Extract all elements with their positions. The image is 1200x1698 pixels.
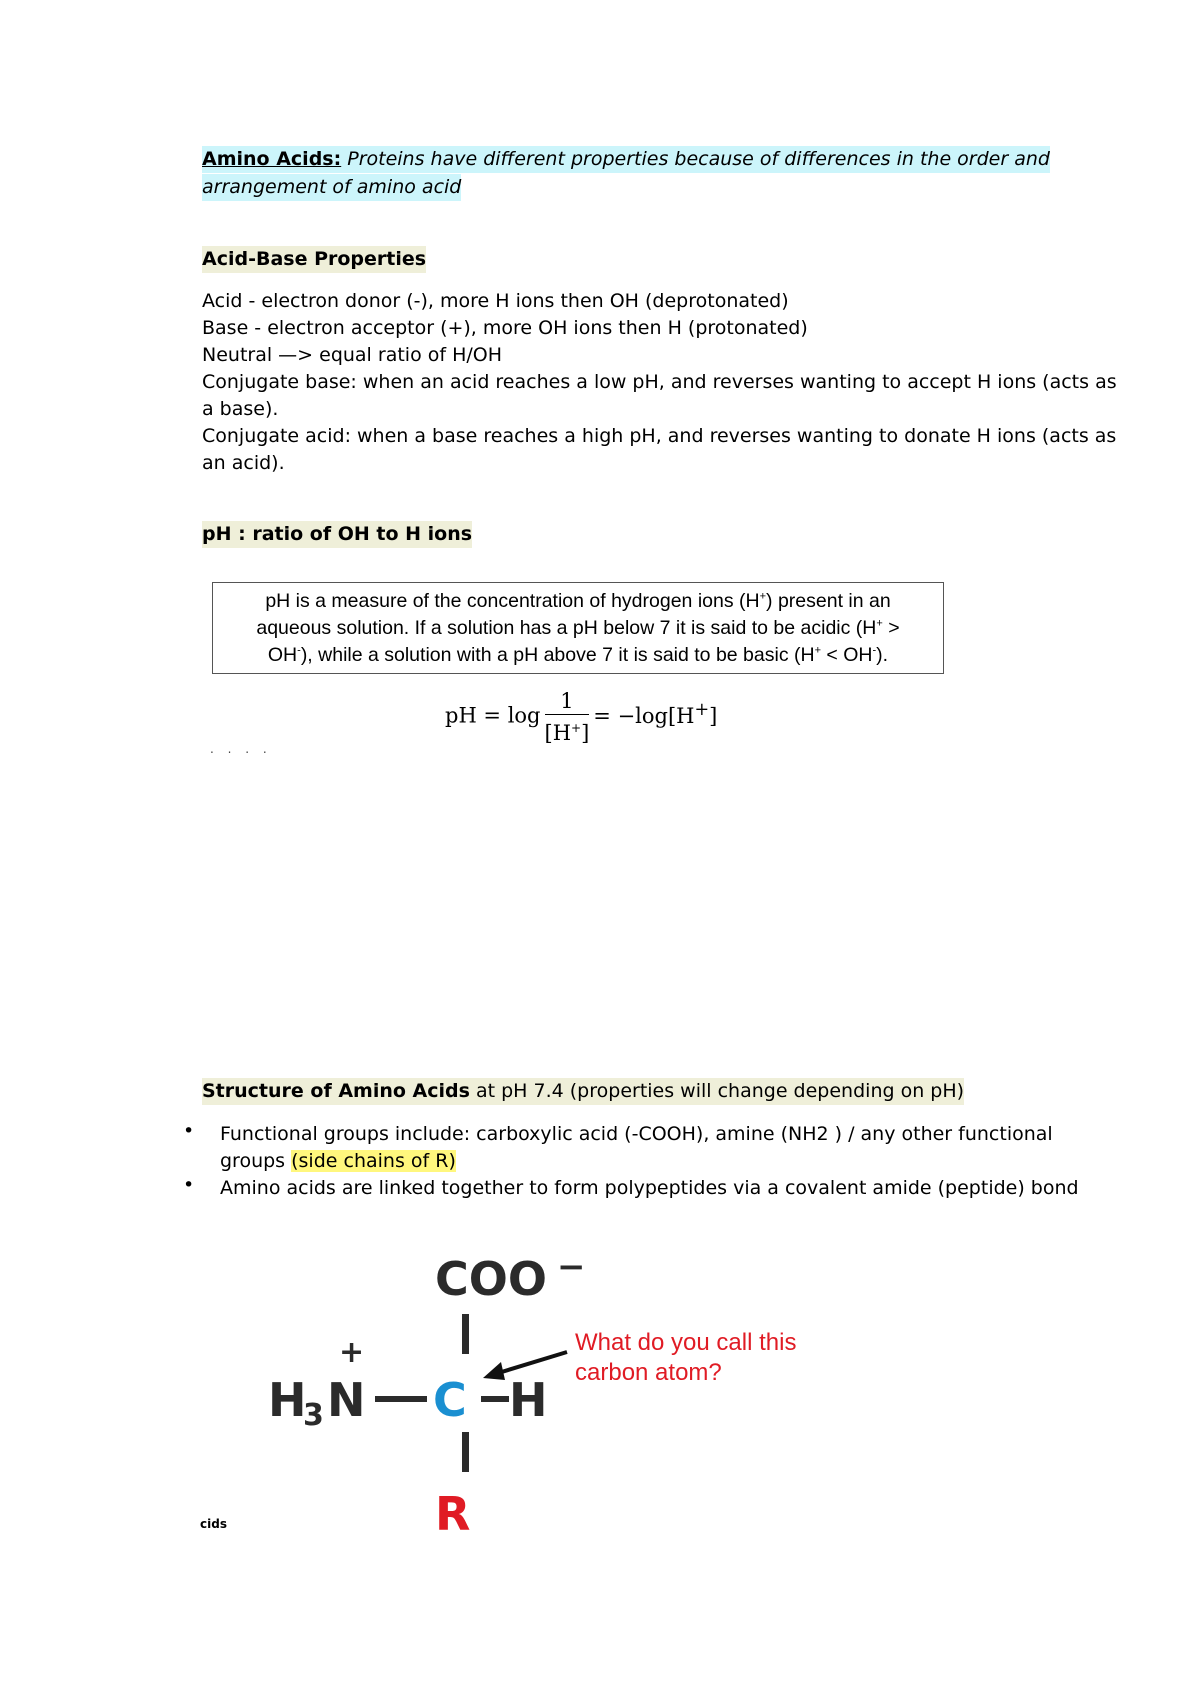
alpha-carbon-label: C: [433, 1373, 467, 1427]
bullet-1-line-1: Functional groups include: carboxylic acid (-COOH), amine (NH2 ) / any other functional: [220, 1123, 1053, 1145]
bullet-1-line-2: groups (side chains of R): [220, 1150, 456, 1172]
amine-subscript: 3: [303, 1398, 324, 1433]
acid-base-line: Acid - electron donor (-), more H ions then OH (deprotonated): [202, 290, 789, 312]
structure-heading: Structure of Amino Acids at pH 7.4 (properties will change depending on pH): [202, 1078, 964, 1105]
acid-base-line: Conjugate acid: when a base reaches a high pH, and reverses wanting to donate H ions (acts as: [202, 425, 1117, 447]
acid-base-line: an acid).: [202, 452, 285, 474]
arrow-line: [495, 1352, 567, 1374]
acid-base-line: Conjugate base: when an acid reaches a low pH, and reverses wanting to accept H ions (acts as: [202, 371, 1117, 393]
side-chain-highlight: (side chains of R): [291, 1150, 456, 1172]
intro-line-1: [202, 146, 1050, 173]
amine-h-label: H: [268, 1373, 307, 1427]
amine-n-label: N: [327, 1373, 366, 1427]
formula-rhs: = −log[H+]: [593, 699, 718, 728]
bond-left: [375, 1396, 427, 1402]
question-line-1: What do you call this: [575, 1329, 797, 1356]
acid-base-heading: Acid-Base Properties: [202, 246, 426, 273]
acid-base-line: Neutral —> equal ratio of H/OH: [202, 344, 503, 366]
hydrogen-label: H: [509, 1373, 548, 1427]
carboxylate-charge: −: [557, 1250, 586, 1287]
bond-top: [462, 1314, 469, 1354]
intro-text-1: Proteins have different properties because of differences in the order and: [341, 148, 1050, 170]
r-group-label: R: [435, 1487, 471, 1540]
ph-box-line-2: aqueous solution. If a solution has a pH below 7 it is said to be acidic (H+ >: [256, 617, 900, 639]
bullet-2-line: Amino acids are linked together to form polypeptides via a covalent amide (peptide) bond: [220, 1177, 1079, 1199]
bond-bottom: [462, 1432, 469, 1472]
ph-heading: pH : ratio of OH to H ions: [202, 521, 472, 548]
arrow-head-icon: [483, 1362, 505, 1380]
stray-marks: . . . .: [210, 742, 272, 756]
amine-charge: +: [339, 1335, 365, 1370]
bullet-icon: •: [183, 1174, 195, 1196]
ph-formula: [445, 688, 717, 746]
ph-definition-box: [212, 582, 944, 674]
acid-base-line: a base).: [202, 398, 279, 420]
question-line-2: carbon atom?: [575, 1359, 722, 1386]
footer-fragment: cids: [200, 1517, 227, 1531]
acid-base-line: Base - electron acceptor (+), more OH ions then H (protonated): [202, 317, 808, 339]
amino-acid-structure-diagram: [255, 1250, 855, 1540]
intro-heading: Amino Acids:: [202, 148, 342, 170]
formula-fraction: $\frac{1}{[H^+]}$: [544, 689, 590, 745]
carboxylate-label: COO: [435, 1252, 547, 1306]
ph-box-line-1: pH is a measure of the concentration of hydrogen ions (H+) present in an: [265, 590, 891, 612]
ph-box-line-3: OH-), while a solution with a pH above 7 it is said to be basic (H+ < OH-).: [267, 644, 889, 666]
bullet-icon: •: [183, 1120, 195, 1142]
formula-lhs: pH = log: [445, 703, 541, 728]
intro-line-2: arrangement of amino acid: [202, 174, 461, 201]
bond-right: [481, 1396, 509, 1402]
